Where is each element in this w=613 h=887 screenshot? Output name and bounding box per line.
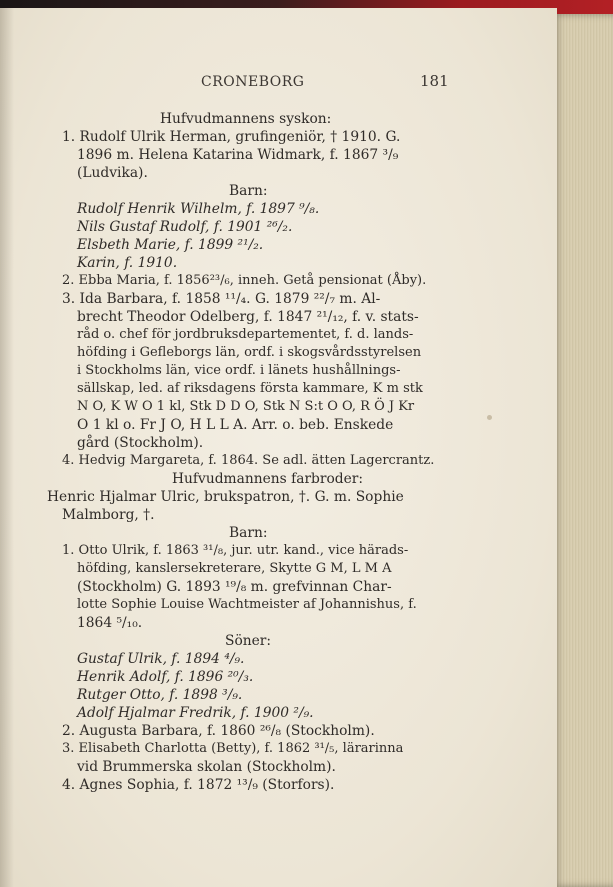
text-line: Rutger Otto, f. 1898 ³/₉. bbox=[77, 687, 243, 703]
text-line: 3. Elisabeth Charlotta (Betty), f. 1862 ³¹/₅, lärarinna bbox=[62, 741, 404, 756]
text-line: vid Brummerska skolan (Stockholm). bbox=[77, 759, 336, 775]
running-header-title: CRONEBORG bbox=[201, 74, 305, 90]
text-line: höfding i Gefleborgs län, ordf. i skogsvårdsstyrelsen bbox=[77, 345, 422, 360]
text-line: Söner: bbox=[225, 633, 272, 649]
text-line: sällskap, led. af riksdagens första kammare, K m stk bbox=[77, 381, 423, 396]
text-line: Nils Gustaf Rudolf, f. 1901 ²⁶/₂. bbox=[77, 219, 293, 235]
text-line: Gustaf Ulrik, f. 1894 ⁴/₉. bbox=[77, 651, 245, 667]
text-line: gård (Stockholm). bbox=[77, 435, 204, 451]
text-line: Barn: bbox=[229, 183, 268, 199]
text-line: N O, K W O 1 kl, Stk D D O, Stk N S:t O O, R Ö J Kr bbox=[77, 399, 415, 414]
text-line: 4. Hedvig Margareta, f. 1864. Se adl. ätten Lagercrantz. bbox=[62, 453, 435, 468]
text-line: (Stockholm) G. 1893 ¹⁹/₈ m. grefvinnan Char- bbox=[77, 579, 392, 595]
text-line: höfding, kanslersekreterare, Skytte G M, L M A bbox=[77, 561, 392, 576]
text-line: 1. Otto Ulrik, f. 1863 ³¹/₈, jur. utr. kand., vice härads- bbox=[62, 543, 409, 558]
text-line: råd o. chef för jordbruksdepartementet, f. d. lands- bbox=[77, 327, 414, 342]
text-line: Barn: bbox=[229, 525, 268, 541]
text-line: i Stockholms län, vice ordf. i länets hushållnings- bbox=[77, 363, 401, 378]
text-line: Malmborg, †. bbox=[62, 507, 155, 523]
text-line: Henric Hjalmar Ulric, brukspatron, †. G. m. Sophie bbox=[47, 489, 404, 505]
text-line: (Ludvika). bbox=[77, 165, 148, 181]
text-line: O 1 kl o. Fr J O, H L L A. Arr. o. beb. Enskede bbox=[77, 417, 394, 433]
text-line: Henrik Adolf, f. 1896 ²⁰/₃. bbox=[77, 669, 254, 685]
text-line: 1. Rudolf Ulrik Herman, grufingeniör, † 1910. G. bbox=[62, 129, 401, 145]
text-line: Adolf Hjalmar Fredrik, f. 1900 ²/₉. bbox=[77, 705, 314, 721]
text-line: 2. Augusta Barbara, f. 1860 ²⁶/₈ (Stockholm). bbox=[62, 723, 375, 739]
text-line: Hufvudmannens syskon: bbox=[160, 111, 332, 127]
text-line: 4. Agnes Sophia, f. 1872 ¹³/₉ (Storfors). bbox=[62, 777, 335, 793]
paper-speck bbox=[487, 415, 492, 420]
text-line: lotte Sophie Louise Wachtmeister af Johannishus, f. bbox=[77, 597, 417, 612]
text-line: 1864 ⁵/₁₀. bbox=[77, 615, 143, 631]
text-line: Hufvudmannens farbroder: bbox=[172, 471, 364, 487]
text-line: Karin, f. 1910. bbox=[77, 255, 178, 271]
text-line: brecht Theodor Odelberg, f. 1847 ²¹/₁₂, f. v. stats- bbox=[77, 309, 419, 325]
book-page-edges bbox=[551, 14, 613, 887]
page-number: 181 bbox=[420, 72, 449, 90]
text-line: Rudolf Henrik Wilhelm, f. 1897 ⁹/₈. bbox=[77, 201, 320, 217]
text-line: 3. Ida Barbara, f. 1858 ¹¹/₄. G. 1879 ²²/₇ m. Al- bbox=[62, 291, 381, 307]
text-line: 2. Ebba Maria, f. 1856²³/₆, inneh. Getå pensionat (Åby). bbox=[62, 273, 427, 288]
text-line: 1896 m. Helena Katarina Widmark, f. 1867 ³/₉ bbox=[77, 147, 399, 163]
text-line: Elsbeth Marie, f. 1899 ²¹/₂. bbox=[77, 237, 264, 253]
